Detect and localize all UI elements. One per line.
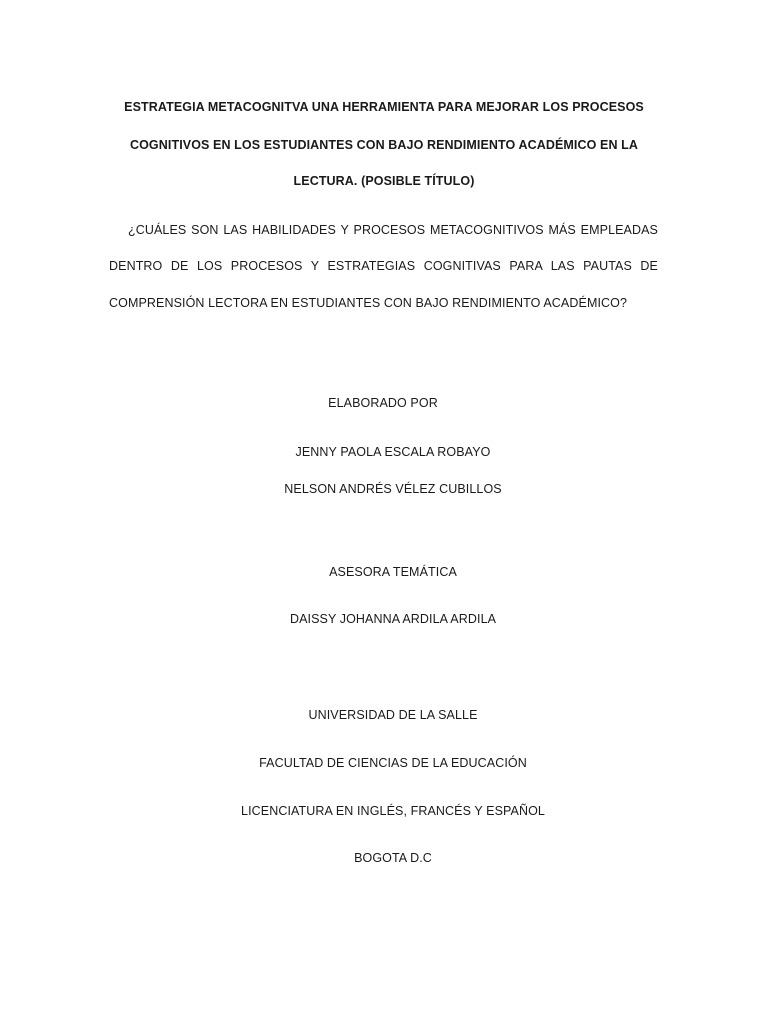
author-name-1: JENNY PAOLA ESCALA ROBAYO <box>295 445 491 459</box>
advisor-heading: ASESORA TEMÁTICA <box>329 565 457 579</box>
university-name: UNIVERSIDAD DE LA SALLE <box>308 708 478 722</box>
title-line-3: LECTURA. (POSIBLE TÍTULO) <box>293 174 475 188</box>
city-name: BOGOTA D.C <box>354 851 432 865</box>
title-line-2: COGNITIVOS EN LOS ESTUDIANTES CON BAJO RENDIMIENTO ACADÉMICO EN LA <box>129 138 639 152</box>
question-line-3: COMPRENSIÓN LECTORA EN ESTUDIANTES CON BAJO RENDIMIENTO ACADÉMICO? <box>109 296 628 310</box>
author-name-2: NELSON ANDRÉS VÉLEZ CUBILLOS <box>284 482 502 496</box>
advisor-name: DAISSY JOHANNA ARDILA ARDILA <box>289 612 497 626</box>
question-line-1: ¿CUÁLES SON LAS HABILIDADES Y PROCESOS METACOGNITIVOS MÁS EMPLEADAS <box>128 223 658 237</box>
authors-heading: ELABORADO POR <box>328 396 438 410</box>
program-name: LICENCIATURA EN INGLÉS, FRANCÉS Y ESPAÑOL <box>241 804 545 818</box>
title-line-1: ESTRATEGIA METACOGNITVA UNA HERRAMIENTA PARA MEJORAR LOS PROCESOS <box>124 100 644 114</box>
faculty-name: FACULTAD DE CIENCIAS DE LA EDUCACIÓN <box>259 756 527 770</box>
question-line-2: DENTRO DE LOS PROCESOS Y ESTRATEGIAS COGNITIVAS PARA LAS PAUTAS DE <box>109 259 658 273</box>
